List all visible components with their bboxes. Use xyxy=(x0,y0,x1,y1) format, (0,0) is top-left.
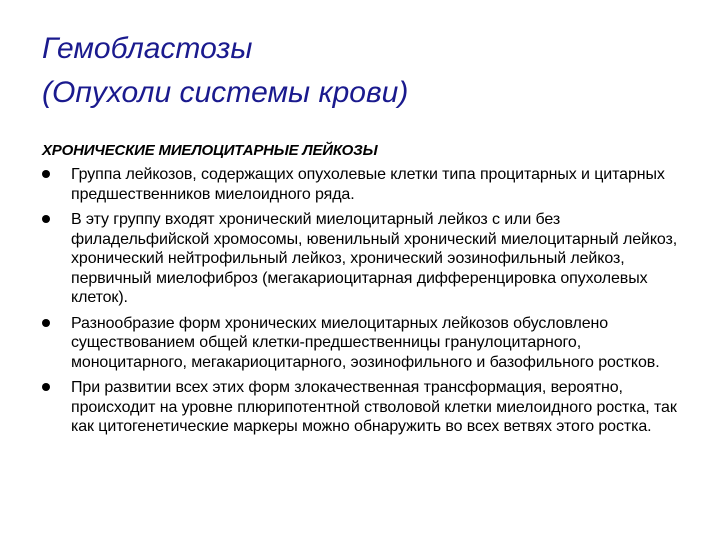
bullet-item xyxy=(42,314,692,373)
slide-title xyxy=(42,27,682,115)
bullet-item xyxy=(42,165,692,204)
bullet-text: Группа лейкозов, содержащих опухолевые клетки типа процитарных и цитарных предшественников миелоидного ряда. xyxy=(71,166,665,203)
bullet-list xyxy=(42,165,692,437)
bullet-dot-icon xyxy=(42,215,50,223)
section-heading: ХРОНИЧЕСКИЕ МИЕЛОЦИТАРНЫЕ ЛЕЙКОЗЫ xyxy=(42,142,378,159)
bullet-text: В эту группу входят хронический миелоцитарный лейкоз с или без филадельфийской хромосомы, ювенильный хронический миелоцитарный лейкоз, хронический нейтрофильный лейкоз, хронический эозинофильный лейкоз, первичный миелофиброз (мегакариоцитарная дифференцировка опухолевых клеток). xyxy=(71,211,678,306)
bullet-text: Разнообразие форм хронических миелоцитарных лейкозов обусловлено существованием общей клетки-предшественницы гранулоцитарного, моноцитарного, мегакариоцитарного, эозинофильного и базофильного ростков. xyxy=(71,314,660,371)
title-line-2: (Опухоли системы крови) xyxy=(42,76,409,109)
bullet-dot-icon xyxy=(42,170,50,178)
slide-content xyxy=(42,141,692,443)
bullet-text: При развитии всех этих форм злокачественная трансформация, вероятно, происходит на уровне плюрипотентной стволовой клетки миелоидного ростка, так как цитогенетические маркеры можно обнаружить во всех ветвях этого ростка. xyxy=(71,379,677,435)
bullet-item xyxy=(42,378,692,437)
bullet-dot-icon xyxy=(42,383,50,391)
title-line-1: Гемобластозы xyxy=(42,32,253,65)
bullet-item xyxy=(42,210,692,308)
bullet-dot-icon xyxy=(42,319,50,327)
